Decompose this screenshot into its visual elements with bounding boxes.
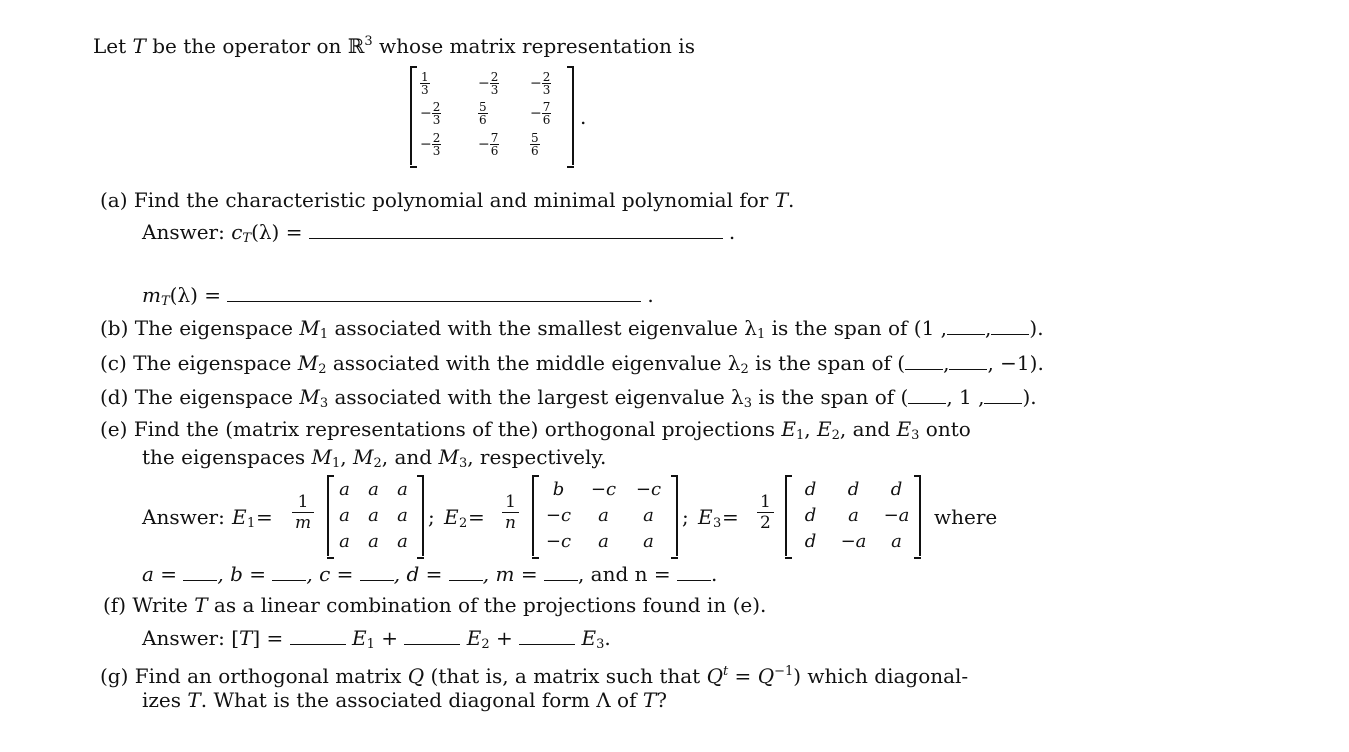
eigenspace-symbol: M — [299, 385, 320, 409]
equals: ] = — [252, 626, 284, 650]
matrix-entry: d — [804, 505, 817, 526]
matrix-a-entry — [478, 132, 499, 157]
matrix-entry: −c — [545, 505, 572, 526]
answer-label: Answer: — [142, 220, 232, 244]
denominator: 6 — [479, 113, 487, 127]
part-e-text: , respectively. — [467, 445, 607, 469]
part-g-text: . What is the associated diagonal form Λ of — [200, 688, 643, 712]
subscript: 2 — [373, 456, 382, 471]
part-f-label: (f) — [103, 593, 127, 617]
matrix-entry: −c — [590, 479, 617, 500]
matrix-a-entry — [530, 132, 540, 157]
part-a-label: (a) — [100, 188, 128, 212]
numerator: 2 — [490, 70, 499, 84]
fraction — [432, 132, 442, 157]
eigvec1-blank-3[interactable] — [991, 316, 1029, 335]
e3-symbol: E — [581, 626, 597, 650]
e2-symbol: E — [466, 626, 482, 650]
var-a-label: a = — [142, 562, 178, 586]
lambda-expr: (λ) = — [251, 220, 303, 244]
part-b-text: is the span of (1 , — [765, 316, 948, 340]
part-g-line2 — [142, 688, 667, 712]
denominator: 3 — [490, 83, 499, 97]
subscript: 2 — [831, 428, 840, 443]
var-c-blank[interactable] — [360, 562, 394, 581]
matrix-a-entry — [420, 101, 441, 126]
fraction — [420, 71, 430, 96]
sign: − — [478, 136, 490, 153]
fraction — [432, 101, 442, 126]
var-n-blank[interactable] — [677, 562, 711, 581]
matrix-entry: d — [847, 479, 860, 500]
superscript: t — [722, 664, 729, 679]
plus: + — [374, 626, 399, 650]
equals: = — [728, 664, 758, 688]
part-b-text: associated with the smallest eigenvalue λ — [328, 316, 757, 340]
numerator: 1 — [421, 70, 429, 84]
subscript: 2 — [318, 362, 327, 377]
var-c-label: , c = — [306, 562, 354, 586]
answer-label: Answer: [ — [142, 626, 240, 650]
subscript: 1 — [366, 637, 375, 652]
q-symbol: Q — [757, 664, 775, 688]
numerator: 1 — [502, 492, 519, 513]
eigvec3-blank-3[interactable] — [984, 385, 1022, 404]
frac-1-over-n — [502, 492, 519, 533]
matrix-entry: a — [397, 479, 408, 500]
numerator: 5 — [479, 100, 487, 114]
period: . — [728, 220, 736, 244]
part-d-text: is the span of ( — [752, 385, 909, 409]
matrix-a-entry — [420, 71, 430, 96]
var-m-label: , m = — [482, 562, 538, 586]
denominator: n — [505, 513, 516, 533]
part-e-variables — [142, 562, 717, 586]
numerator: 7 — [542, 100, 551, 114]
part-c-text: The eigenspace — [133, 351, 298, 375]
subscript: T — [242, 231, 252, 246]
part-e-line1 — [100, 417, 971, 448]
exponent: 3 — [364, 34, 373, 49]
part-d-label: (d) — [100, 385, 129, 409]
sign: − — [420, 136, 432, 153]
eigvec2-blank-1[interactable] — [905, 351, 943, 370]
c-symbol: c — [231, 220, 243, 244]
subscript: 2 — [459, 516, 468, 531]
part-a-question — [100, 188, 794, 212]
intro-line — [93, 30, 695, 58]
subscript: 1 — [247, 516, 256, 531]
matrix-entry: a — [339, 531, 350, 552]
matrix-entry: a — [339, 479, 350, 500]
matrix-entry: a — [368, 531, 379, 552]
var-d-label: , d = — [393, 562, 443, 586]
denominator: 3 — [542, 83, 551, 97]
coef-3-blank[interactable] — [519, 626, 575, 645]
fraction — [490, 71, 500, 96]
operator-symbol: T — [187, 688, 201, 712]
fraction — [478, 101, 488, 126]
part-c — [100, 351, 1044, 382]
matrix-entry: d — [890, 479, 903, 500]
matrix-entry: a — [848, 505, 859, 526]
intro-text: Let — [93, 34, 133, 58]
matrix-entry: a — [643, 505, 654, 526]
matrix-a-entry — [478, 101, 488, 126]
matrix-entry: a — [598, 505, 609, 526]
frac-1-over-2 — [757, 492, 774, 533]
answer-label: Answer: — [142, 505, 225, 529]
subscript: 3 — [319, 396, 329, 411]
var-m-blank[interactable] — [544, 562, 578, 581]
subscript: 1 — [795, 428, 805, 443]
lambda-expr: (λ) = — [169, 283, 222, 307]
var-b-blank[interactable] — [272, 562, 306, 581]
part-d-text: The eigenspace — [134, 385, 300, 409]
superscript: −1 — [774, 664, 794, 679]
eigenspace-symbol: M — [353, 445, 374, 469]
part-e-label: (e) — [100, 417, 128, 441]
numerator: 1 — [757, 492, 774, 513]
part-c-text: is the span of ( — [748, 351, 906, 375]
part-d-text: associated with the largest eigenvalue λ — [328, 385, 744, 409]
q-symbol: Q — [407, 664, 425, 688]
eigenspace-symbol: M — [299, 316, 320, 340]
subscript: 1 — [319, 327, 329, 342]
numerator: 2 — [432, 100, 441, 114]
fraction — [542, 71, 552, 96]
part-b — [100, 316, 1044, 347]
subscript: T — [160, 294, 170, 309]
part-g-text: izes — [142, 688, 188, 712]
part-c-label: (c) — [100, 351, 127, 375]
part-g-text: Find an orthogonal matrix — [134, 664, 408, 688]
equals: = — [468, 505, 485, 529]
intro-text: be the operator on — [145, 34, 348, 58]
min-poly-blank[interactable] — [227, 283, 641, 302]
reals-symbol: ℝ — [347, 34, 365, 58]
denominator: 6 — [542, 113, 551, 127]
matrix-entry: a — [397, 531, 408, 552]
part-e-line2 — [142, 445, 606, 476]
matrix-entry: d — [804, 479, 817, 500]
comma: , — [340, 445, 353, 469]
comma: , — [804, 417, 817, 441]
part-f-question — [103, 593, 766, 617]
numerator: 5 — [531, 131, 539, 145]
subscript: 3 — [743, 396, 752, 411]
close-paren: , −1). — [987, 351, 1044, 375]
numerator: 2 — [432, 131, 441, 145]
mid-text: , 1 , — [946, 385, 985, 409]
intro-text: whose matrix representation is — [372, 34, 695, 58]
equals: = — [722, 505, 739, 529]
matrix-entry: a — [397, 505, 408, 526]
denominator: m — [295, 513, 312, 533]
subscript: 3 — [596, 637, 605, 652]
fraction — [542, 101, 552, 126]
part-b-label: (b) — [100, 316, 129, 340]
e1-symbol: E — [232, 505, 247, 529]
period: . — [711, 562, 718, 586]
matrix-entry: −c — [545, 531, 572, 552]
part-f-answer — [142, 626, 611, 657]
sign: − — [478, 75, 490, 92]
subscript: 2 — [481, 637, 490, 652]
subscript: 3 — [713, 516, 722, 531]
and-text: , and — [381, 445, 439, 469]
matrix-entry: a — [368, 505, 379, 526]
part-g-text: ) which diagonal- — [793, 664, 969, 688]
denominator: 3 — [432, 144, 441, 158]
part-a-answer-ct — [142, 220, 735, 251]
part-g-label: (g) — [100, 664, 129, 688]
part-g-line1 — [100, 660, 968, 688]
and-text: , and — [839, 417, 897, 441]
projection-symbol: E — [816, 417, 832, 441]
part-g-text: ? — [656, 688, 667, 712]
matrix-entry: d — [804, 531, 817, 552]
numerator: 7 — [490, 131, 499, 145]
operator-symbol: T — [642, 688, 657, 712]
denominator: 6 — [531, 144, 539, 158]
sign: − — [530, 75, 542, 92]
m-symbol: m — [142, 283, 161, 307]
denominator: 3 — [421, 83, 429, 97]
var-b-label: , b = — [217, 562, 267, 586]
fraction — [490, 132, 500, 157]
close-paren: ). — [1029, 316, 1044, 340]
numerator: 1 — [292, 492, 314, 513]
eigvec2-blank-2[interactable] — [949, 351, 987, 370]
operator-symbol: T — [194, 593, 208, 617]
comma: , — [985, 316, 992, 340]
matrix-entry: −a — [840, 531, 867, 552]
sign: − — [420, 105, 432, 122]
part-a-text: Find the characteristic polynomial and minimal polynomial for — [133, 188, 775, 212]
sign: − — [530, 105, 542, 122]
part-g-text: (that is, a matrix such that — [424, 664, 707, 688]
numerator: 2 — [542, 70, 551, 84]
operator-symbol: T — [239, 626, 253, 650]
e3-symbol: E — [698, 505, 713, 529]
matrix-entry: a — [368, 479, 379, 500]
semicolon: ; — [682, 505, 689, 529]
part-f-text: Write — [132, 593, 195, 617]
matrix-entry: −a — [883, 505, 910, 526]
matrix-a-entry — [530, 71, 551, 96]
operator-symbol: T — [774, 188, 789, 212]
subscript: 3 — [911, 428, 920, 443]
subscript: 1 — [756, 327, 766, 342]
part-a-answer-mt — [142, 283, 654, 314]
where-text: where — [934, 505, 998, 529]
e1-symbol: E — [352, 626, 367, 650]
close-paren: ). — [1022, 385, 1037, 409]
denominator: 6 — [490, 144, 499, 158]
coef-1-blank[interactable] — [290, 626, 346, 645]
matrix-entry: a — [598, 531, 609, 552]
matrix-entry: a — [643, 531, 654, 552]
subscript: 3 — [458, 456, 468, 471]
part-e-text: onto — [919, 417, 971, 441]
matrix-entry: a — [339, 505, 350, 526]
part-e-text: the eigenspaces — [142, 445, 312, 469]
matrix-a-entry — [478, 71, 499, 96]
coef-2-blank[interactable] — [404, 626, 460, 645]
period: . — [604, 626, 611, 650]
eigenspace-symbol: M — [311, 445, 332, 469]
part-d — [100, 385, 1037, 416]
part-f-text: as a linear combination of the projections found in (e). — [207, 593, 767, 617]
frac-1-over-m — [292, 492, 314, 533]
denominator: 2 — [760, 513, 771, 533]
subscript: 1 — [332, 456, 341, 471]
fraction — [530, 132, 540, 157]
eigenspace-symbol: M — [297, 351, 319, 375]
matrix-entry: b — [552, 479, 565, 500]
part-e-text: Find the (matrix representations of the) orthogonal projections — [133, 417, 782, 441]
e2-symbol: E — [444, 505, 459, 529]
matrix-period: . — [580, 105, 587, 129]
part-b-text: The eigenspace — [134, 316, 300, 340]
matrix-entry: a — [891, 531, 902, 552]
eigvec3-blank-1[interactable] — [908, 385, 946, 404]
period: . — [788, 188, 795, 212]
operator-symbol: T — [132, 34, 146, 58]
subscript: 2 — [740, 362, 749, 377]
char-poly-blank[interactable] — [309, 220, 723, 239]
period: . — [647, 283, 654, 307]
var-a-blank[interactable] — [183, 562, 217, 581]
equals: = — [256, 505, 273, 529]
matrix-a-entry — [530, 101, 551, 126]
projection-symbol: E — [781, 417, 796, 441]
comma: , — [943, 351, 950, 375]
semicolon: ; — [428, 505, 435, 529]
matrix-entry: −c — [635, 479, 662, 500]
part-c-text: associated with the middle eigenvalue λ — [326, 351, 741, 375]
matrix-a-entry — [420, 132, 441, 157]
denominator: 3 — [432, 113, 441, 127]
var-n-label: , and n = — [577, 562, 671, 586]
plus: + — [489, 626, 513, 650]
eigenspace-symbol: M — [438, 445, 459, 469]
var-d-blank[interactable] — [449, 562, 483, 581]
eigvec1-blank-2[interactable] — [947, 316, 985, 335]
projection-symbol: E — [896, 417, 912, 441]
q-symbol: Q — [706, 664, 723, 688]
